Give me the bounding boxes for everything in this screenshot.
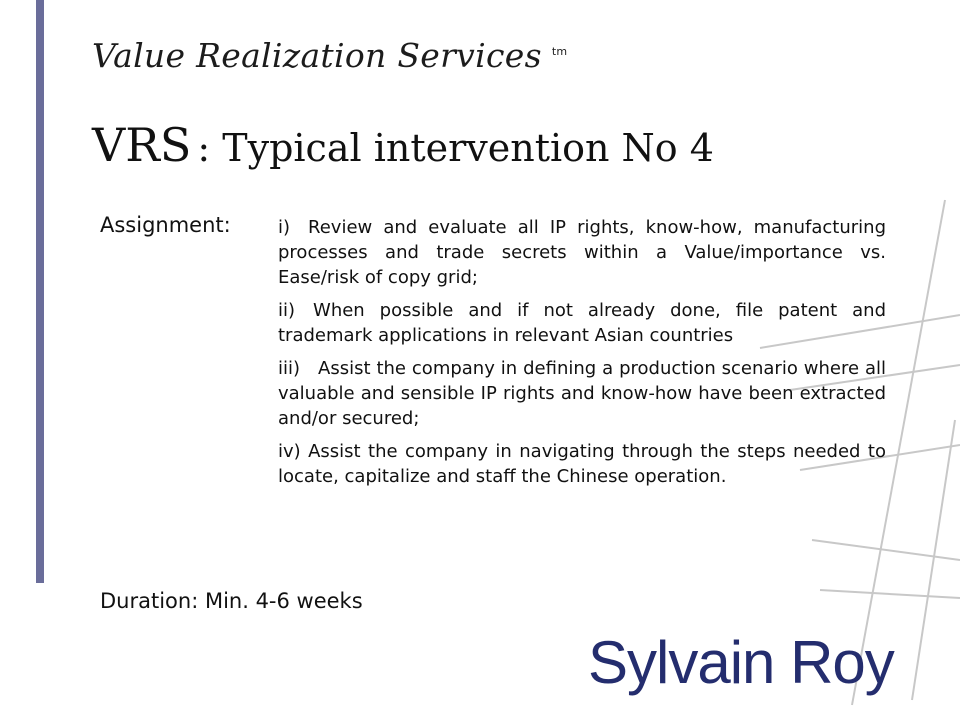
assignment-item: iii) Assist the company in defining a production scenario where all valuable and sensible IP rights and know-how have been extracted and/or secured;	[278, 358, 886, 429]
assignment-item: ii) When possible and if not already done, file patent and trademark applications in relevant Asian countries	[278, 300, 886, 346]
trademark-mark: tm	[551, 45, 568, 58]
deco-line-rung-5	[820, 590, 960, 598]
assignment-item: iv) Assist the company in navigating through the steps needed to locate, capitalize and staff the Chinese operation.	[278, 441, 886, 487]
slide-title	[92, 118, 714, 172]
deco-line-rung-4	[812, 540, 960, 560]
company-name: Value Realization Services	[92, 36, 542, 75]
assignment-list	[278, 215, 886, 495]
deco-line-rail-2	[912, 420, 955, 700]
assignment-item: i) Review and evaluate all IP rights, know-how, manufacturing processes and trade secrets within a Value/importance vs. Ease/risk of copy grid;	[278, 217, 886, 288]
sylvain-roy-logo: Sylvain Roy	[588, 629, 894, 696]
assignment-label: Assignment:	[100, 213, 231, 237]
company-header	[92, 36, 567, 75]
title-rest: : Typical intervention No 4	[197, 126, 714, 170]
duration-text: Duration: Min. 4-6 weeks	[100, 589, 363, 613]
title-prefix: VRS	[92, 118, 192, 172]
